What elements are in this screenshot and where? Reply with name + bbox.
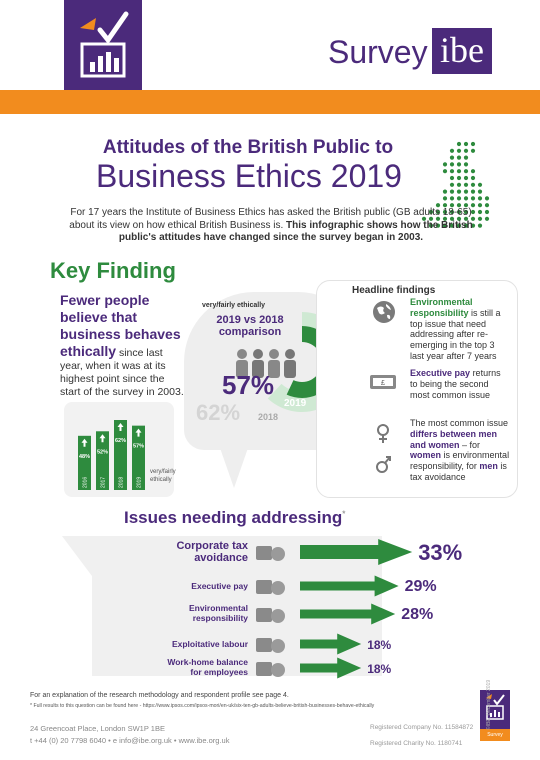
- survey-logo-icon: [64, 0, 142, 90]
- issue-value: 28%: [401, 606, 434, 623]
- map-dot: [450, 162, 454, 166]
- issue-row: [189, 603, 433, 625]
- map-dot: [478, 224, 482, 228]
- svg-text:£: £: [381, 380, 385, 387]
- map-dot: [443, 162, 447, 166]
- headline-item-3: [410, 418, 510, 483]
- map-dot: [457, 169, 461, 173]
- issue-label: Corporate tax avoidance: [176, 540, 248, 564]
- issue-arrow: [300, 604, 395, 625]
- map-dot: [471, 142, 475, 146]
- cash-icon: [368, 372, 400, 392]
- issue-arrow: [300, 539, 412, 565]
- key-finding-lead: [60, 292, 185, 399]
- headline-title: Headline findings: [352, 285, 436, 296]
- map-dot: [457, 176, 461, 180]
- issue-label: Exploitative labour: [171, 639, 248, 649]
- key-finding-heading: Key Finding: [50, 258, 176, 283]
- headline-item-1: [410, 297, 510, 362]
- issue-row: [167, 657, 391, 679]
- brand-word: Survey: [328, 34, 428, 70]
- headline-item-1-rest: is still a top issue that need addressing after re-emerging in the top 3 last year after 7 years: [410, 307, 501, 361]
- issues-chart: [0, 530, 540, 680]
- survey-badge-icon: [480, 690, 510, 724]
- footer-charity-no: Registered Charity No. 1180741: [370, 740, 463, 747]
- map-dot: [471, 196, 475, 200]
- mini-chart-legend: very/fairly ethically: [150, 469, 176, 483]
- issue-row: [191, 576, 436, 597]
- footer-methodology: For an explanation of the research methodology and respondent profile see page 4.: [30, 692, 289, 699]
- map-dot: [471, 183, 475, 187]
- map-dot: [471, 169, 475, 173]
- map-dot: [464, 149, 468, 153]
- map-dot: [485, 210, 489, 214]
- intro-bold: This infographic shows how the British public's attitudes have changed since the survey began in 2003.: [118, 219, 473, 243]
- map-dot: [450, 149, 454, 153]
- map-dot: [464, 196, 468, 200]
- mini-bar-value: 52%: [96, 449, 109, 456]
- footer-contact: t +44 (0) 20 7798 6040 • e info@ibe.org.uk • www.ibe.org.uk: [30, 736, 230, 745]
- headline-item-3-pre: The most common issue: [410, 418, 509, 428]
- mini-bar-year: 2018: [118, 476, 125, 488]
- map-dot: [450, 183, 454, 187]
- current-value: 57%: [222, 370, 275, 400]
- money-bag-icon: [256, 546, 285, 561]
- previous-value: 62%: [196, 400, 241, 425]
- title-line-1: Attitudes of the British Public to: [102, 137, 394, 158]
- headline-item-2-bold: Executive pay: [410, 368, 471, 378]
- issue-value: 29%: [404, 578, 437, 595]
- brand-mark: [432, 28, 492, 74]
- map-dot: [450, 196, 454, 200]
- footer-company-no: Registered Company No. 11584872: [370, 724, 474, 731]
- headline-item-2-rest: returns to being the second most common issue: [410, 368, 501, 400]
- issue-value: 33%: [418, 540, 463, 565]
- issue-value: 18%: [367, 662, 392, 676]
- map-dot: [450, 176, 454, 180]
- issue-arrow: [300, 658, 361, 679]
- comparison-caption: very/fairly ethically: [202, 302, 266, 309]
- badge-label: Survey: [480, 729, 510, 741]
- map-dot: [457, 156, 461, 160]
- male-icon: [376, 454, 392, 474]
- map-dot: [457, 162, 461, 166]
- map-dot: [443, 196, 447, 200]
- map-dot: [457, 142, 461, 146]
- footer-address: 24 Greencoat Place, London SW1P 1BE: [30, 724, 165, 733]
- issue-label: Executive pay: [191, 581, 248, 591]
- map-dot: [457, 190, 461, 194]
- previous-year: 2018: [258, 412, 279, 422]
- map-dot: [450, 169, 454, 173]
- intro-text: For 17 years the Institute of Business Ethics has asked the British public (GB adults 18-65) about its view on how ethical British Business is.: [69, 207, 472, 231]
- headline-item-3-women: women: [410, 450, 442, 461]
- map-dot: [450, 190, 454, 194]
- issue-row: [172, 634, 392, 655]
- issue-row: [176, 539, 462, 565]
- female-icon: [376, 424, 390, 444]
- map-dot: [457, 183, 461, 187]
- cash-icon: [256, 580, 285, 595]
- issue-arrow: [300, 576, 399, 597]
- mini-bar-value: 57%: [132, 443, 145, 450]
- intro-paragraph: [66, 207, 476, 245]
- title-line-2: Business Ethics 2019: [96, 158, 402, 194]
- mini-bar-year: 2017: [100, 476, 107, 488]
- map-dot: [464, 190, 468, 194]
- map-dot: [464, 156, 468, 160]
- footer-full-results[interactable]: * Full results to this question can be found here - https://www.ipsos.com/ipsos-mori/en-uk/six-ten-gb-adults-believe-british-businesses-behave-ethically: [30, 703, 375, 709]
- map-dot: [478, 217, 482, 221]
- map-dot: [471, 149, 475, 153]
- globe-icon: [256, 608, 285, 623]
- briefcase-icon: [256, 662, 285, 677]
- logo-tile: [64, 0, 142, 90]
- map-dot: [464, 142, 468, 146]
- comparison-title: 2019 vs 2018 comparison: [216, 314, 284, 338]
- map-dot: [485, 217, 489, 221]
- map-dot: [485, 203, 489, 207]
- map-dot: [478, 183, 482, 187]
- issue-label: Environmental responsibility: [188, 603, 248, 623]
- lead-bold: Fewer people believe that business behaves ethically: [60, 292, 181, 359]
- map-dot: [478, 190, 482, 194]
- map-dot: [464, 169, 468, 173]
- worker-icon: [256, 638, 285, 653]
- map-dot: [450, 156, 454, 160]
- map-dot: [485, 196, 489, 200]
- lead-rest: since last year, when it was at its highest point since the start of the survey in 2003.: [60, 347, 184, 398]
- orange-band: [0, 90, 540, 114]
- map-dot: [478, 196, 482, 200]
- issue-label: Work-home balance for employees: [167, 657, 248, 677]
- headline-item-3-bold: differs between men and women: [410, 428, 498, 450]
- map-dot: [464, 176, 468, 180]
- map-dot: [443, 169, 447, 173]
- map-dot: [478, 203, 482, 207]
- headline-item-3-end: is tax avoidance: [410, 461, 507, 482]
- headline-item-3-mid: – for: [462, 439, 481, 450]
- map-dot: [464, 183, 468, 187]
- globe-icon: [372, 300, 396, 324]
- headline-item-3-mid2: is environmental responsibility, for: [410, 450, 510, 472]
- issues-heading: Issues needing addressing: [124, 508, 343, 527]
- mini-bar-value: 48%: [78, 453, 91, 460]
- map-dot: [478, 210, 482, 214]
- footer-badge: [480, 690, 510, 736]
- map-dot: [457, 196, 461, 200]
- map-dot: [457, 149, 461, 153]
- headline-item-2: [410, 368, 510, 400]
- map-dot: [471, 190, 475, 194]
- brand-mark-text: ibe: [440, 30, 484, 70]
- issue-arrow: [300, 634, 361, 655]
- current-year: 2019: [284, 398, 307, 409]
- headline-item-1-bold: Environmental responsibility: [410, 297, 473, 318]
- map-dot: [443, 190, 447, 194]
- mini-bar-year: 2019: [136, 476, 143, 488]
- issues-footnote-marker: *: [342, 509, 346, 519]
- map-dot: [471, 176, 475, 180]
- issue-value: 18%: [367, 638, 392, 652]
- footer-side-text: ©IBE, December 2019: [486, 679, 492, 730]
- map-dot: [464, 162, 468, 166]
- mini-bar-value: 62%: [114, 438, 127, 444]
- mini-bar-year: 2016: [82, 476, 89, 488]
- comparison-pointer: [220, 448, 248, 488]
- issues-heading-wrap: [124, 508, 345, 528]
- headline-item-3-men: men: [479, 461, 498, 472]
